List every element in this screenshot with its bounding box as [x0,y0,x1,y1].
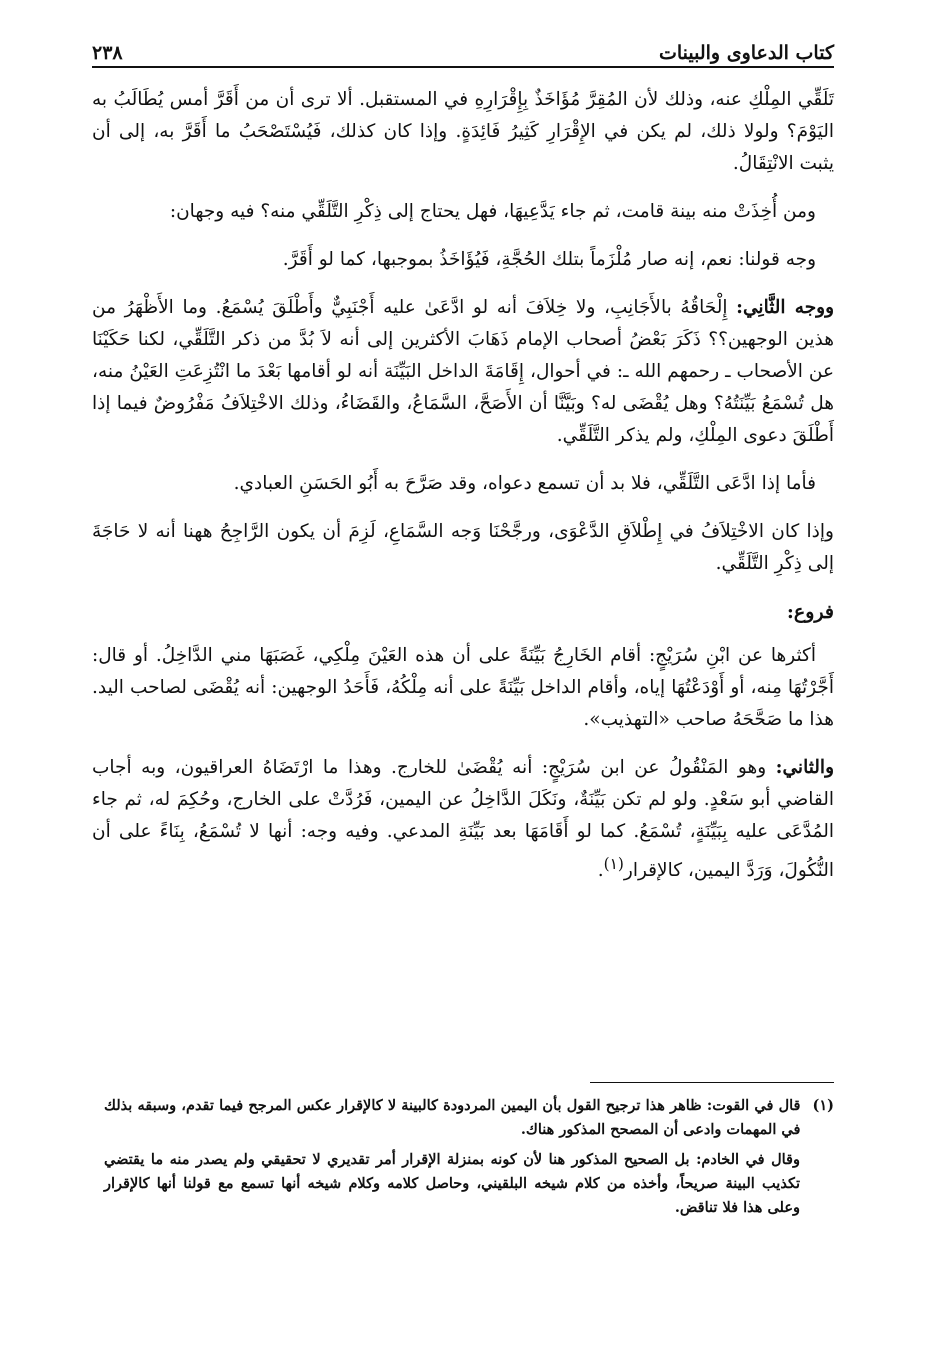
footnote-1-continuation: وقال في الخادم: بل الصحيح المذكور هنا لأن كونه بمنزلة الإقرار أمر تقديري لا تحقيقي ولم يصدر منه ما يقتضي تكذيب البينة صريحاً، وأخذه من كلام شيخه البلقيني، وحاصل كلامه وكلام شيخه أنها تسمع مع قولنا أنها كالإقرار وعلى هذا فلا تناقض. [104,1151,800,1216]
paragraph-7: أكثرها عن ابْنِ سُرَيْجٍ: أقام الخَارِجُ بَيِّنَةً على أن هذه العَيْنَ مِلْكِي، غَصَبَهَا مني الدَّاخِلُ. أو قال: أَجَّرْتُهَا مِنه، أو أَوْدَعْتُهَا إياه، وأقام الداخل بَيِّنَةً على أنه مِلْكُهُ، فَأَحَدُ الوجهين: أنه يُقْضَى لصاحب اليد. هذا ما صَحَّحَهُ صاحب «التهذيب». [92,645,834,730]
paragraph-8-end: . [597,860,604,882]
header-rule [92,66,834,68]
footnote-1 [104,1094,834,1142]
paragraph-6: وإذا كان الاخْتِلاَفُ في إِطْلاَقِ الدَّعْوَى، ورجَّحْنَا وَجه السَّمَاعِ، لَزِمَ أن يكون الرَّاجِحُ ههنا أنه لا حَاجَةَ إلى ذِكْرِ التَّلَقِّي. [92,521,834,574]
footnote-separator [590,1082,834,1083]
paragraph-8-lead: والثاني: [775,757,834,778]
paragraph-4 [92,292,834,452]
footnote-reference[interactable]: (١) [603,855,624,873]
paragraph-8 [92,752,834,887]
footnote-marker: (١) [812,1097,834,1114]
running-header [92,30,834,64]
paragraph-4-lead: ووجه الثَّانِي: [736,297,834,318]
main-text [92,84,834,903]
paragraph-2: ومن أُخِذَتْ منه بينة قامت، ثم جاء يَدَّعِيهَا، فهل يحتاج إلى ذِكْرِ التَّلَقِّي منه؟ فيه وجهان: [169,201,816,222]
footnote-1-text: قال في القوت: ظاهر هذا ترجيح القول بأن اليمين المردودة كالبينة لا كالإقرار عكس المرجح فيما تقدم، وسبقه بذلك في المهمات وادعى أن المصحح المذكور هناك. [104,1097,801,1138]
book-title: كتاب الدعاوى والبينات [658,42,834,64]
footnotes [104,1094,834,1220]
paragraph-5: فأما إذا ادَّعَى التَّلَقِّي، فلا بد أن تسمع دعواه، وقد صَرَّحَ به أَبُو الحَسَنِ العبادي. [233,473,816,494]
paragraph-4-text: إِلْحَاقُهُ بالأَجَانِبِ، ولا خِلاَفَ أنه لو ادَّعَىٰ عليه أَجْنَبِيٌّ وأَطْلَقَ يُسْمَعُ. وما الأَظْهَرُ من هذين الوجهين؟؟ ذَكَرَ بَعْضُ أصحاب الإمام ذَهَابَ الأكثرين إلى أنه لاَ بُدَّ من ذكر التَّلَقِّي، لكنا حَكَيْنَا عن الأصحاب ـ رحمهم الله ـ: في أحوال، إِقَامَةَ الداخل البَيِّنَة أنه لو أقامها بَعْدَ ما انْتُزِعَتِ العَيْنُ منه، هل تُسْمَعُ بَيِّنَتُهُ؟ وهل يُقْضَى له؟ وبَيَّنَّا أن الأَصَحَّ، السَّمَاعُ، والقَضَاءُ، وذلك الاخْتِلاَفُ مَفْرُوضٌ فيما إذا أَطْلَقَ دعوى المِلْكِ، ولم يذكر التَّلَقِّي. [92,297,834,446]
paragraph-1: تَلَقِّي المِلْكِ عنه، وذلك لأن المُقِرَّ مُؤَاخَذٌ بِإِقْرَارِهِ في المستقبل. ألا ترى أن من أَقَرَّ أمس يُطَالَبُ به اليَوْمَ؟ ولولا ذلك، لم يكن في الإِقْرَارِ كَثِيرُ فَائِدَةٍ. وإذا كان كذلك، فَيُسْتَصْحَبُ ما أَقَرَّ به، إلى أن يثبت الانْتِقَالُ. [92,89,834,174]
page-number: ٢٣٨ [92,42,123,64]
paragraph-3: وجه قولنا: نعم، إنه صار مُلْزَماً بتلك الحُجَّةِ، فَيُؤَاخَذُ بموجبها، كما لو أَقَرَّ. [282,249,816,270]
furu-heading: فروع: [786,601,834,623]
paragraph-8-text: وهو المَنْقُولُ عن ابن سُرَيْجٍ: أنه يُقْضَىٰ للخارج. وهذا ما ارْتَضَاهُ العراقيون، وبه أجاب القاضي أبو سَعْدٍ. ولو لم تكن بَيِّنَةٌ، ونَكَلَ الدَّاخِلُ عن اليمين، فَرُدَّتْ على الخارج، وحُكِمَ له، ثم جاء المُدَّعَى عليه بِبَيِّنَةٍ، تُسْمَعُ. كما لو أَقَامَهَا بعد بَيِّنَةِ المدعي. وفيه وجه: أنها لا تُسْمَعُ، بِنَاءً على أن النُّكُولَ، وَرَدَّ اليمين، كالإقرار [92,757,834,882]
